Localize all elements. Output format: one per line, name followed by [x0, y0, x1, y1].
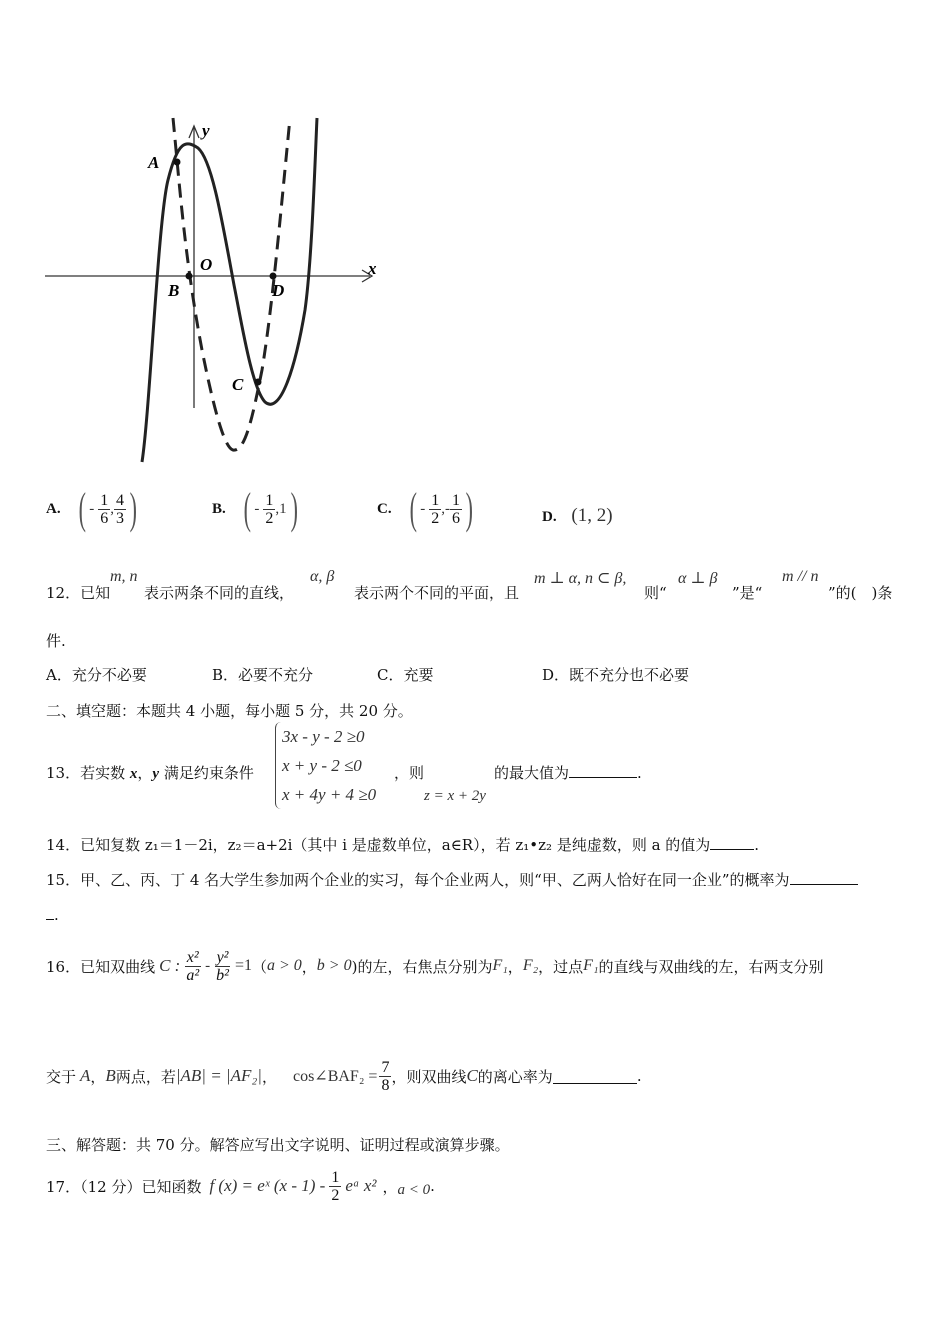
- q12-text6: 件.: [46, 632, 66, 650]
- q12-alpha-beta: α, β: [310, 568, 335, 585]
- point-a-dot: [174, 159, 181, 166]
- origin-label: O: [200, 255, 213, 274]
- q12-mn: m, n: [110, 568, 138, 585]
- denominator: 3: [116, 509, 124, 527]
- q13-text2: ，则: [394, 764, 425, 782]
- q16-line1: [46, 938, 824, 994]
- fraction: [114, 492, 126, 527]
- minus-sign: -: [420, 500, 426, 517]
- q11-option-c-label: C.: [377, 500, 392, 517]
- denominator: 2: [331, 1186, 340, 1204]
- q13-prefix: 13．若实数: [46, 764, 130, 782]
- q16-prefix: 16．已知双曲线: [46, 957, 156, 976]
- numerator: y²: [216, 948, 229, 966]
- separator: ,: [110, 500, 114, 517]
- q13-text1: 满足约束条件: [159, 764, 254, 782]
- q16-curve-c: C: [466, 1066, 478, 1085]
- q17-comma: ，: [382, 1177, 398, 1196]
- point-d-label: D: [272, 281, 285, 300]
- answer-blank: [553, 1069, 637, 1084]
- answer-blank: [710, 835, 754, 850]
- q12-text5: ”的( )条: [828, 584, 893, 602]
- q15-stem: [46, 869, 858, 890]
- function-graph: [40, 110, 390, 470]
- numerator: 1: [331, 1168, 340, 1186]
- y-axis-label: y: [202, 121, 210, 140]
- numerator: 1: [452, 491, 460, 509]
- q14-stem: [46, 834, 759, 855]
- point-c-dot: [255, 379, 262, 386]
- q11-option-c: [377, 486, 477, 532]
- minus-sign: -: [89, 500, 95, 517]
- q11-option-d: [542, 505, 613, 527]
- numerator: 7: [381, 1058, 390, 1076]
- q12-option-b: B．必要不充分: [212, 666, 314, 684]
- q16-cos-expression: cos∠BAF₂ =: [292, 1068, 378, 1085]
- interval-end: ,1: [275, 500, 287, 517]
- q16-abs-equation: |AB| = |AF₂|: [175, 1066, 262, 1085]
- q11-option-a-label: A.: [46, 500, 61, 517]
- fraction: [98, 492, 110, 527]
- q12-statement2: m // n: [782, 568, 819, 585]
- separator: ,-: [441, 500, 450, 517]
- q16-equals-one: =1: [234, 957, 252, 974]
- q11-option-d-value: (1, 2): [571, 505, 613, 526]
- paren-close: ): [129, 484, 137, 533]
- paren-open: (: [243, 484, 251, 533]
- paren-open: (: [409, 484, 417, 533]
- numerator: 4: [116, 491, 124, 509]
- fraction: [450, 492, 462, 527]
- q16-b-condition: b > 0: [316, 957, 352, 974]
- denominator: b²: [216, 966, 229, 984]
- q11-option-a: [46, 486, 141, 532]
- q12-text4: ”是“: [732, 584, 763, 602]
- answer-blank: [46, 905, 54, 920]
- q13-tail: [494, 762, 642, 783]
- q13-constraint-3: x + 4y + 4 ≥0: [282, 785, 377, 804]
- q17-end: .: [430, 1177, 435, 1195]
- numerator: x²: [186, 948, 199, 966]
- q12-option-a: A．充分不必要: [46, 666, 147, 684]
- q16-text1: )的左，右焦点分别为: [351, 957, 493, 976]
- q16-text5: 两点，若: [115, 1067, 176, 1086]
- q12-stem: [46, 568, 916, 608]
- denominator: 2: [265, 509, 274, 527]
- q13-y: y: [152, 766, 160, 782]
- q17-condition: a < 0: [397, 1181, 431, 1198]
- fraction: [329, 1169, 341, 1204]
- q12-text1: 表示两条不同的直线，: [144, 584, 295, 602]
- q15-text: 15．甲、乙、丙、丁 4 名大学生参加两个企业的实习，每个企业两人，则“甲、乙两人恰好在同一企业”的概率为: [46, 871, 790, 889]
- q17-function-rhs: eᵃ x²: [345, 1176, 377, 1195]
- q13-constraint-1: 3x - y - 2 ≥0: [282, 727, 365, 746]
- x-axis-label: x: [368, 259, 377, 278]
- point-b-dot: [186, 273, 193, 280]
- q14-text: 14．已知复数 z₁＝1－2i，z₂＝a+2i（其中 i 是虚数单位，a∈R），若 z₁•z₂ 是纯虚数，则 a 的值为: [46, 836, 711, 854]
- denominator: 6: [100, 509, 109, 527]
- q16-curve-name: C :: [159, 956, 181, 975]
- q16-text3: 的直线与双曲线的左，右两支分别: [598, 957, 824, 976]
- denominator: a²: [186, 966, 200, 984]
- q12-condition: m ⊥ α, n ⊂ β,: [534, 570, 627, 587]
- q16-text4: 交于: [46, 1067, 77, 1086]
- q12-prefix: 12．已知: [46, 584, 111, 602]
- q16-f1-point: F₁: [583, 957, 599, 974]
- q12-text2: 表示两个不同的平面，且: [354, 584, 520, 602]
- q11-option-d-label: D.: [542, 509, 557, 525]
- q11-option-b-label: B.: [212, 500, 226, 517]
- q16-text7: 的离心率为: [477, 1067, 553, 1086]
- fraction: [184, 949, 201, 984]
- point-c-label: C: [232, 375, 244, 394]
- q13-objective: z = x + 2y: [424, 788, 486, 804]
- q17-stem: [46, 1162, 435, 1210]
- answer-blank: [790, 870, 858, 885]
- q16-text2: ，过点: [538, 957, 584, 976]
- answer-blank: [569, 763, 637, 778]
- point-d-dot: [270, 273, 277, 280]
- q12-statement1: α ⊥ β: [678, 570, 718, 587]
- q15-tail-line: [46, 905, 59, 924]
- q16-paren: （: [251, 957, 267, 976]
- paren-open: (: [78, 484, 86, 533]
- q14-end: .: [754, 836, 760, 854]
- q12-text3: 则“: [644, 584, 667, 602]
- numerator: 1: [100, 491, 109, 509]
- fraction: [263, 492, 275, 527]
- q16-comma: ，: [90, 1067, 106, 1086]
- section-2-heading: 二、填空题：本题共 4 小题，每小题 5 分，共 20 分。: [46, 702, 413, 720]
- q17-function-lhs: f (x) = eˣ (x - 1) -: [209, 1176, 326, 1195]
- q16-line2: [46, 1050, 642, 1102]
- q13-end: .: [637, 764, 642, 782]
- q16-comma: ，: [301, 957, 317, 976]
- paren-close: ): [465, 484, 473, 533]
- denominator: 2: [431, 509, 440, 527]
- paren-close: ): [290, 484, 298, 533]
- fraction: [214, 949, 231, 984]
- point-a-label: A: [148, 153, 160, 172]
- q16-comma: ，: [507, 957, 523, 976]
- q11-option-b: [212, 486, 301, 532]
- q16-end: .: [636, 1067, 642, 1085]
- q13-x: x: [129, 766, 138, 782]
- q13-constraint-2: x + y - 2 ≤0: [282, 756, 362, 775]
- fraction: [429, 492, 441, 527]
- numerator: 1: [431, 491, 440, 509]
- q16-point-b: B: [105, 1066, 116, 1085]
- q16-text6: ，则双曲线: [391, 1067, 467, 1086]
- q12-option-d: D．既不充分也不必要: [542, 666, 690, 684]
- q12-option-c: C．充要: [377, 666, 434, 684]
- point-b-label: B: [168, 281, 180, 300]
- q13-constraint-system: [275, 722, 376, 809]
- denominator: 6: [452, 509, 460, 527]
- q15-tail: .: [54, 906, 59, 924]
- denominator: 8: [381, 1076, 390, 1094]
- q16-a-condition: a > 0: [266, 957, 302, 974]
- q13-text3: 的最大值为: [494, 764, 570, 782]
- fraction: [379, 1059, 391, 1094]
- q17-prefix: 17．（12 分）已知函数: [46, 1177, 202, 1196]
- q13-comma: ，: [137, 764, 153, 782]
- minus-sign: -: [254, 500, 260, 517]
- numerator: 1: [265, 491, 274, 509]
- section-3-heading: 三、解答题：共 70 分。解答应写出文字说明、证明过程或演算步骤。: [46, 1136, 510, 1154]
- q16-point-a: A: [80, 1066, 91, 1085]
- q16-f1: F₁: [492, 957, 508, 974]
- minus-sign: -: [205, 957, 211, 974]
- q13-prefix-group: [46, 762, 254, 783]
- q16-comma: ，: [261, 1067, 277, 1086]
- q16-f2: F₂: [522, 957, 539, 974]
